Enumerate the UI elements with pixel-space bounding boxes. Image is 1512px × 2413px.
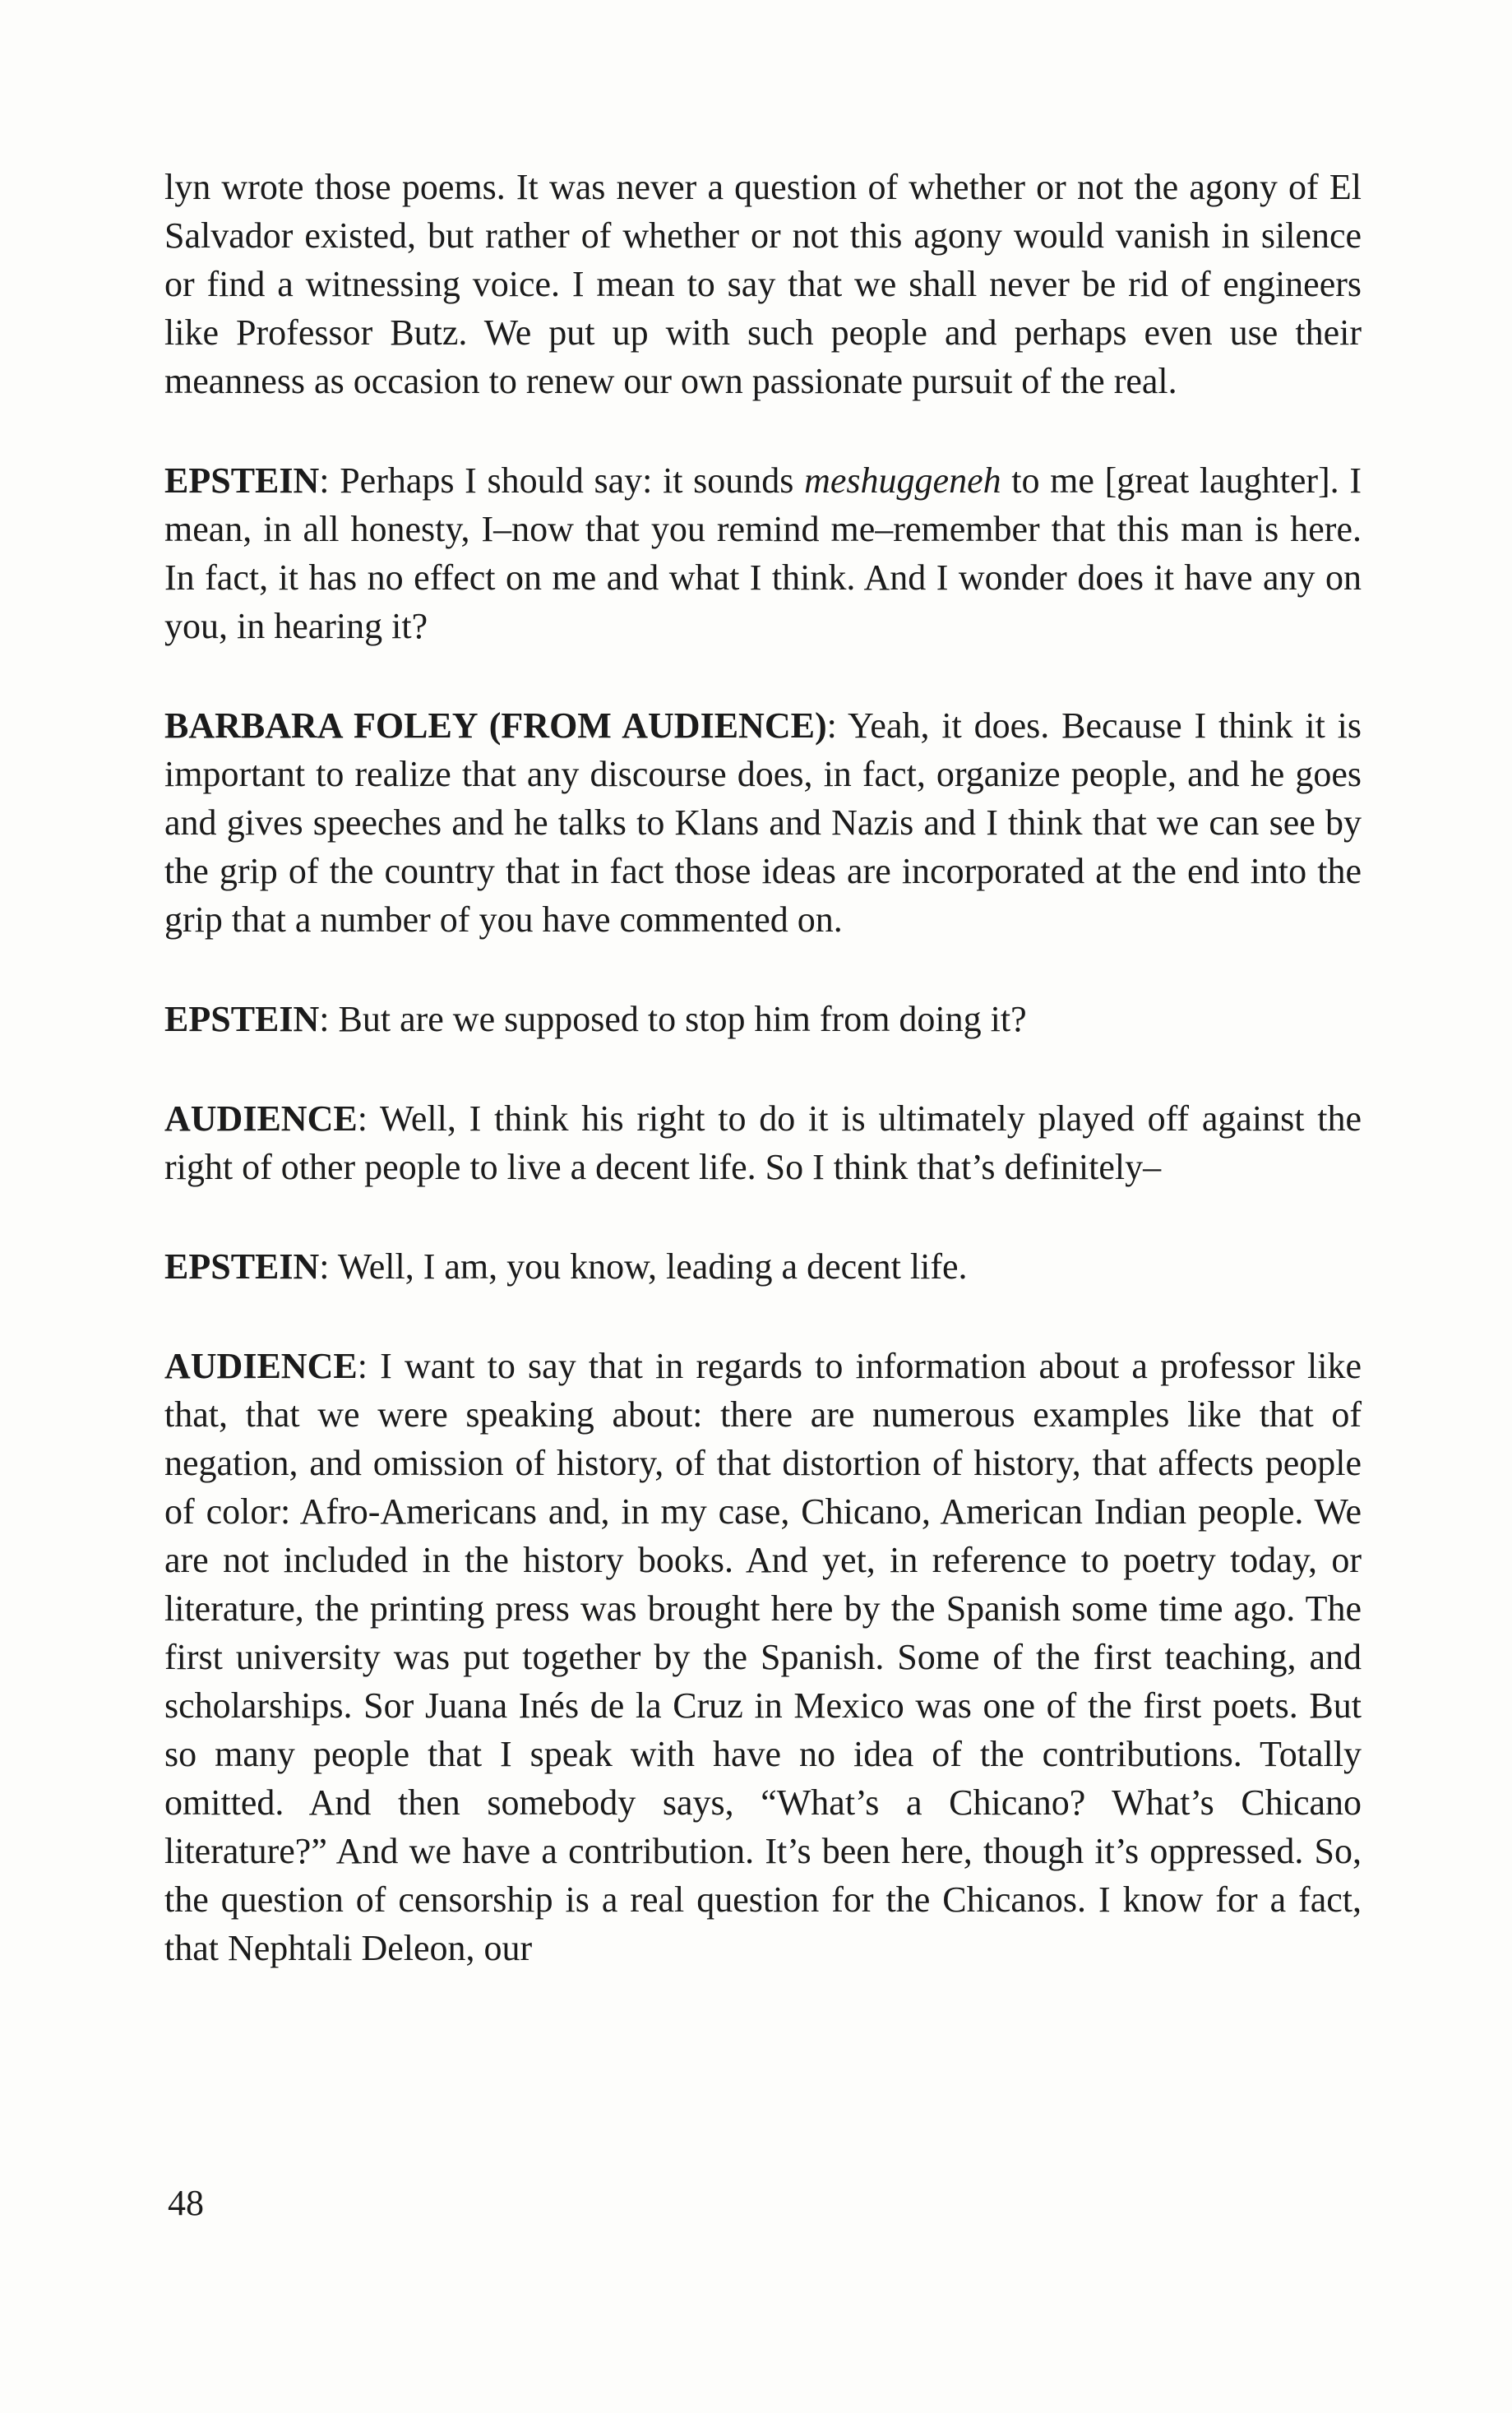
dialogue-text: : Perhaps I should say: it sounds (319, 460, 805, 501)
body-text: lyn wrote those poems. It was never a question of whether or not the agony of El Salvador existed, but rather of whether or not this agony would vanish in silence or find a witnessing voice. I mean to say that we shall never be rid of engineers like Professor Butz. We put up with such people and perhaps even use their meanness as occasion to renew our own passionate pursuit of the real. (164, 167, 1362, 401)
dialogue-epstein-3 (164, 1242, 1362, 1291)
dialogue-text: : Yeah, it does. Because I think it is important to realize that any discourse does, in fact, organize people, and he goes and gives speeches and he talks to Klans and Nazis and I think that we can see by the grip of the country that in fact those ideas are incorporated at the end into the grip that a number of you have commented on. (164, 705, 1362, 940)
dialogue-text: : But are we supposed to stop him from doing it? (319, 999, 1027, 1039)
dialogue-epstein-1 (164, 456, 1362, 650)
dialogue-audience-2 (164, 1342, 1362, 1972)
speaker-label: AUDIENCE (164, 1346, 358, 1386)
transcript-text-block (164, 163, 1362, 1972)
speaker-label: EPSTEIN (164, 999, 320, 1039)
paragraph-continuation (164, 163, 1362, 405)
speaker-label: AUDIENCE (164, 1098, 358, 1139)
dialogue-barbara-foley (164, 701, 1362, 944)
italic-term: meshuggeneh (804, 460, 1001, 501)
speaker-label: BARBARA FOLEY (FROM AUDIENCE) (164, 705, 827, 746)
speaker-label: EPSTEIN (164, 1246, 320, 1287)
dialogue-text: : I want to say that in regards to information about a professor like that, that we were speaking about: there are numerous examples like that of negation, and omission of history, of that distortion of history, that affects people of color: Afro-Americans and, in my case, Chicano, American Indian people. We are not included in the history books. And yet, in reference to poetry today, or literature, the printing press was brought here by the Spanish some time ago. The first university was put together by the Spanish. Some of the first teaching, and scholarships. Sor Juana Inés de la Cruz in Mexico was one of the first poets. But so many people that I speak with have no idea of the contributions. Totally omitted. And then somebody says, “What’s a Chicano? What’s Chicano literature?” And we have a contribution. It’s been here, though it’s oppressed. So, the question of censorship is a real question for the Chicanos. I know for a fact, that Nephtali Deleon, our (164, 1346, 1362, 1968)
dialogue-text: : Well, I am, you know, leading a decent life. (319, 1246, 968, 1287)
speaker-label: EPSTEIN (164, 460, 320, 501)
dialogue-text: to me [great laughter]. I mean, in all honesty, I–now that you remind me–remember that this man is here. In fact, it has no effect on me and what I think. And I wonder does it have any on you, in hearing it? (164, 460, 1362, 646)
dialogue-audience-1 (164, 1094, 1362, 1191)
dialogue-text: : Well, I think his right to do it is ultimately played off against the right of other people to live a decent life. So I think that’s definitely– (164, 1098, 1362, 1187)
dialogue-epstein-2 (164, 995, 1362, 1043)
page-number: 48 (168, 2183, 204, 2223)
